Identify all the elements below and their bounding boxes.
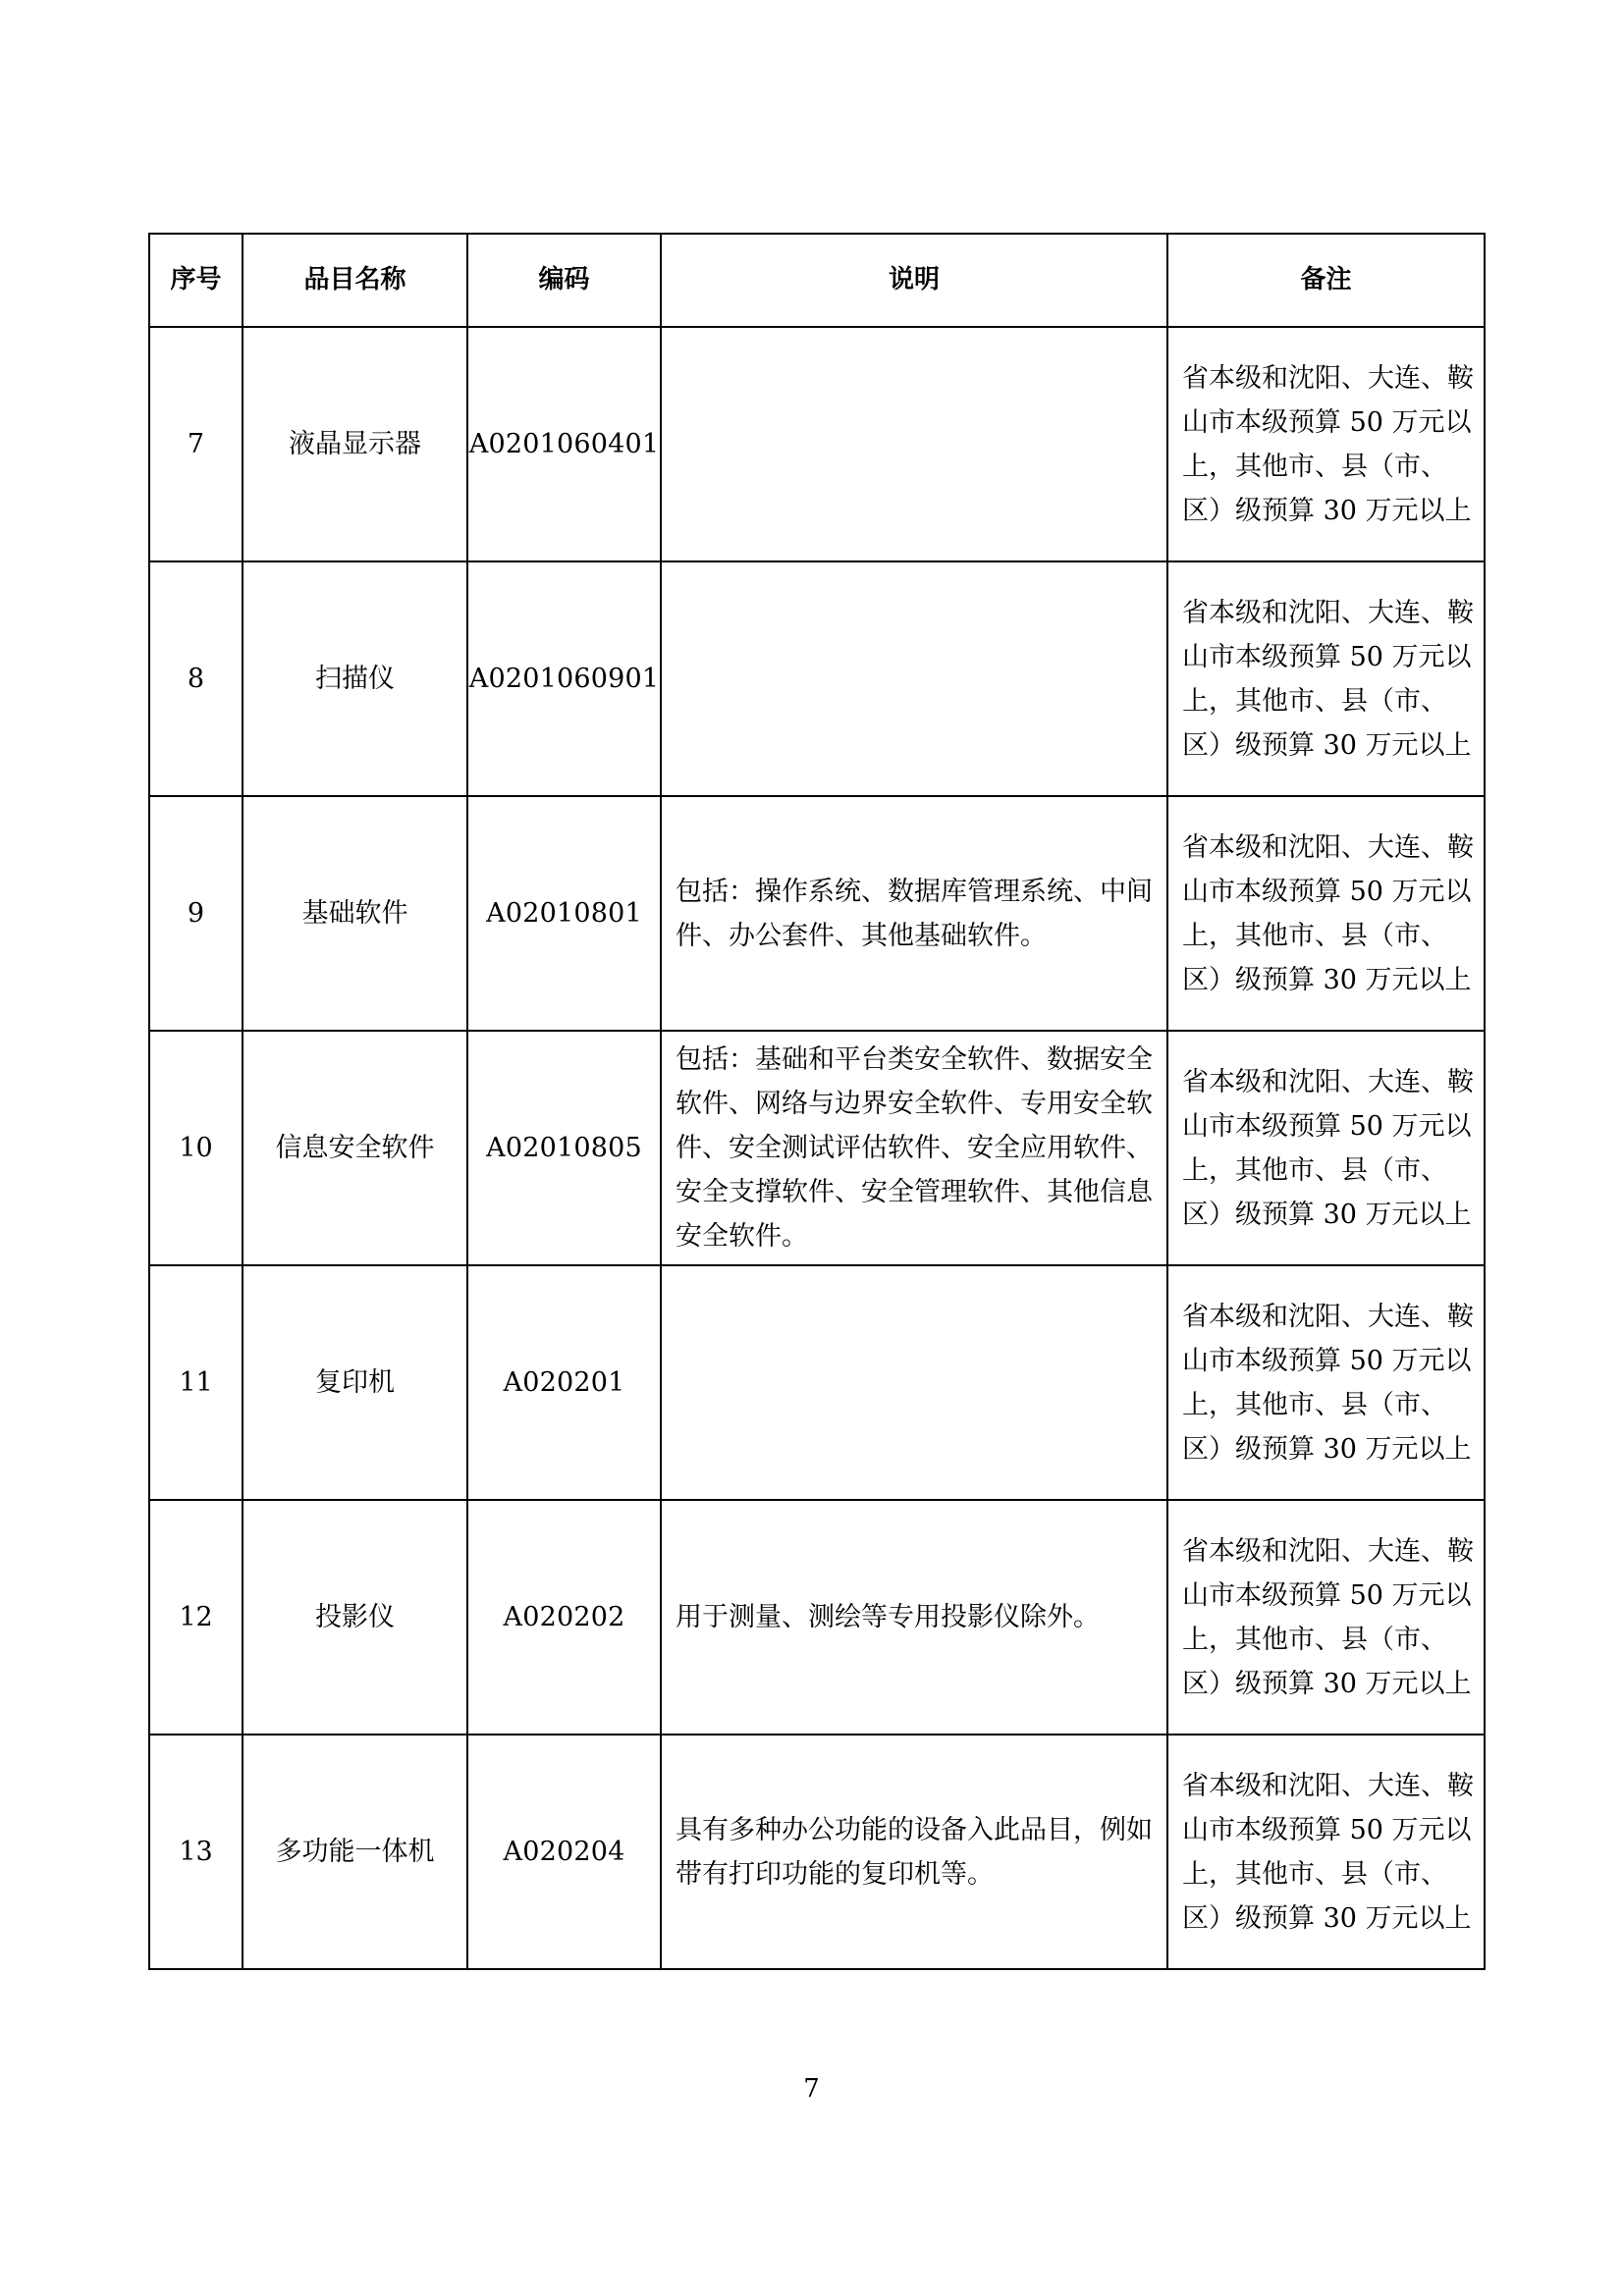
header-name: 品目名称 [243, 234, 467, 327]
row-seq: 11 [149, 1265, 243, 1500]
row-remark: 省本级和沈阳、大连、鞍山市本级预算 50 万元以上，其他市、县（市、区）级预算 30 万元以上 [1167, 1500, 1485, 1735]
row-remark: 省本级和沈阳、大连、鞍山市本级预算 50 万元以上，其他市、县（市、区）级预算 30 万元以上 [1167, 327, 1485, 561]
row-code: A0201060401 [467, 327, 661, 561]
row-code: A02010801 [467, 796, 661, 1031]
row-description: 包括：操作系统、数据库管理系统、中间件、办公套件、其他基础软件。 [661, 796, 1167, 1031]
procurement-catalog-table [148, 233, 1486, 1970]
row-remark: 省本级和沈阳、大连、鞍山市本级预算 50 万元以上，其他市、县（市、区）级预算 30 万元以上 [1167, 1031, 1485, 1265]
row-seq: 13 [149, 1735, 243, 1969]
row-item-name: 信息安全软件 [243, 1031, 467, 1265]
table-header-row [149, 234, 1485, 327]
row-description: 用于测量、测绘等专用投影仪除外。 [661, 1500, 1167, 1735]
page-number: 7 [803, 2074, 820, 2104]
table-row [149, 1735, 1485, 1969]
row-code: A0201060901 [467, 561, 661, 796]
row-item-name: 基础软件 [243, 796, 467, 1031]
row-remark: 省本级和沈阳、大连、鞍山市本级预算 50 万元以上，其他市、县（市、区）级预算 30 万元以上 [1167, 1265, 1485, 1500]
row-seq: 8 [149, 561, 243, 796]
row-item-name: 投影仪 [243, 1500, 467, 1735]
table-row [149, 796, 1485, 1031]
table-row [149, 1265, 1485, 1500]
header-code: 编码 [467, 234, 661, 327]
row-seq: 7 [149, 327, 243, 561]
table-row [149, 327, 1485, 561]
table-row [149, 561, 1485, 796]
table-row [149, 1500, 1485, 1735]
row-remark: 省本级和沈阳、大连、鞍山市本级预算 50 万元以上，其他市、县（市、区）级预算 30 万元以上 [1167, 561, 1485, 796]
row-code: A020201 [467, 1265, 661, 1500]
row-item-name: 复印机 [243, 1265, 467, 1500]
row-seq: 9 [149, 796, 243, 1031]
row-item-name: 多功能一体机 [243, 1735, 467, 1969]
table-row [149, 1031, 1485, 1265]
header-seq: 序号 [149, 234, 243, 327]
row-code: A02010805 [467, 1031, 661, 1265]
row-description [661, 1265, 1167, 1500]
row-seq: 10 [149, 1031, 243, 1265]
row-remark: 省本级和沈阳、大连、鞍山市本级预算 50 万元以上，其他市、县（市、区）级预算 30 万元以上 [1167, 1735, 1485, 1969]
row-seq: 12 [149, 1500, 243, 1735]
row-description: 具有多种办公功能的设备入此品目，例如带有打印功能的复印机等。 [661, 1735, 1167, 1969]
row-item-name: 液晶显示器 [243, 327, 467, 561]
header-description: 说明 [661, 234, 1167, 327]
row-code: A020202 [467, 1500, 661, 1735]
header-remark: 备注 [1167, 234, 1485, 327]
row-description [661, 327, 1167, 561]
row-remark: 省本级和沈阳、大连、鞍山市本级预算 50 万元以上，其他市、县（市、区）级预算 30 万元以上 [1167, 796, 1485, 1031]
row-description [661, 561, 1167, 796]
row-item-name: 扫描仪 [243, 561, 467, 796]
row-code: A020204 [467, 1735, 661, 1969]
row-description: 包括：基础和平台类安全软件、数据安全软件、网络与边界安全软件、专用安全软件、安全测试评估软件、安全应用软件、安全支撑软件、安全管理软件、其他信息安全软件。 [661, 1031, 1167, 1265]
